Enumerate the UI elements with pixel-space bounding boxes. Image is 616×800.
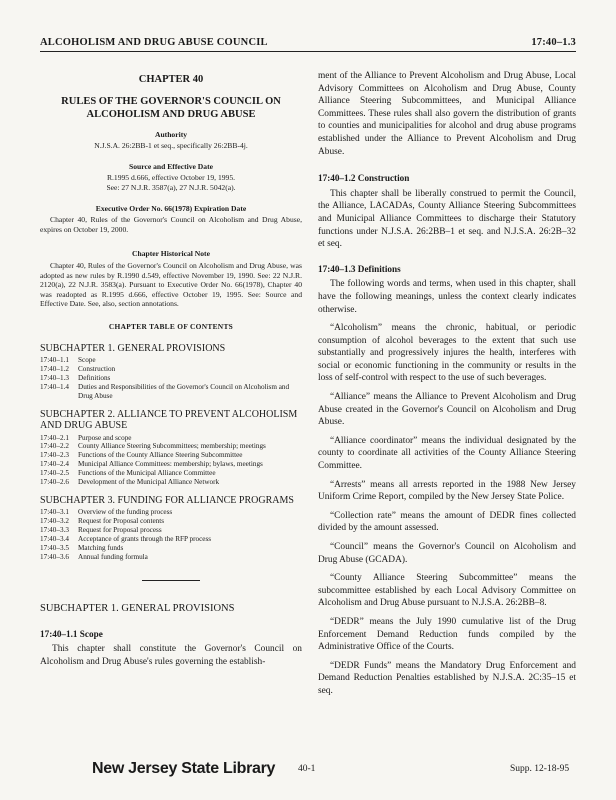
toc-title: CHAPTER TABLE OF CONTENTS xyxy=(108,321,234,331)
source-label: Source and Effective Date xyxy=(128,161,213,171)
toc-entry-number: 17:40–2.1 xyxy=(40,433,69,442)
toc-entry-number: 17:40–3.2 xyxy=(40,517,69,526)
header-section: 17:40–1.3 xyxy=(531,37,576,48)
toc-entry xyxy=(40,544,302,553)
toc-entry xyxy=(40,553,302,562)
toc-entry-title: Request for Proposal process xyxy=(78,526,162,535)
definition-paragraph: “DEDR” means the July 1990 cumulative list of the Drug Enforcement Demand Reduction funds compiled by the Administrative Office of the Courts. xyxy=(318,616,576,653)
definition-paragraph: “Council” means the Governor's Council on Alcoholism and Drug Abuse (GCADA). xyxy=(318,542,576,565)
section-1-2-text: This chapter shall be liberally construed to permit the Council, the Alliance, LACADAs, County Alliance Steering Subcommittees and Municipal Alliance Committees to discharge their Statutory functions under N.J.S.A. 26:2BB–1 et seq. and N.J.S.A. 26:2B–32 et seq. xyxy=(318,188,576,250)
toc-entry xyxy=(40,374,302,383)
toc-subchapter-heading: SUBCHAPTER 3. FUNDING FOR ALLIANCE PROGRAMS xyxy=(40,494,294,506)
exec-order-label: Executive Order No. 66(1978) Expiration Date xyxy=(95,203,247,213)
toc-entry xyxy=(40,442,302,451)
toc-entry-number: 17:40–2.2 xyxy=(40,442,69,451)
toc-entry-title: Functions of the Municipal Alliance Committee xyxy=(78,469,216,478)
toc-entry-title: Purpose and scope xyxy=(78,433,132,442)
toc-entry-number: 17:40–3.1 xyxy=(40,508,69,517)
toc-entry-title: Development of the Municipal Alliance Network xyxy=(78,478,220,487)
source-text-1: R.1995 d.666, effective October 19, 1995. xyxy=(106,173,236,183)
chapter-number: CHAPTER 40 xyxy=(138,74,204,85)
section-1-3-intro: The following words and terms, when used in this chapter, shall have the following meanings, unless the context clearly indicates otherwise. xyxy=(318,279,576,315)
chapter-title: RULES OF THE GOVERNOR'S COUNCIL ON ALCOHOLISM AND DRUG ABUSE xyxy=(61,95,281,120)
right-column xyxy=(318,70,576,704)
definition-paragraph: “Alliance” means the Alliance to Prevent Alcoholism and Drug Abuse created in the Governor's Council on Alcoholism and Drug Abuse. xyxy=(318,392,576,428)
toc-entry xyxy=(40,356,302,365)
library-stamp: New Jersey State Library xyxy=(92,760,276,777)
toc-entry-number: 17:40–1.1 xyxy=(40,356,69,364)
page-number: 40-1 xyxy=(298,764,316,774)
definition-paragraph: “Alliance coordinator” means the individual designated by the county to coordinate all activities of the County Alliance Steering Committee. xyxy=(318,435,576,472)
section-1-1-title: 17:40–1.1 Scope xyxy=(40,628,103,639)
source-text-2: See: 27 N.J.R. 3587(a), 27 N.J.R. 5042(a). xyxy=(106,182,236,192)
toc-entry xyxy=(40,451,302,460)
toc-subchapter-2 xyxy=(40,409,302,487)
section-divider xyxy=(142,580,200,581)
toc-entry-number: 17:40–2.4 xyxy=(40,460,69,469)
toc-list xyxy=(40,508,302,561)
toc-entry-number: 17:40–2.5 xyxy=(40,469,69,478)
supplement-date: Supp. 12-18-95 xyxy=(510,764,570,774)
toc-entry-number: 17:40–1.3 xyxy=(40,373,69,382)
toc-entry xyxy=(40,383,302,401)
history-label: Chapter Historical Note xyxy=(132,249,210,259)
toc-list xyxy=(40,356,302,401)
toc-entry-title: Matching funds xyxy=(78,544,124,553)
definition-paragraph: “County Alliance Steering Subcommittee” means the subcommittee established by each Local Advisory Committee on Alcoholism and Drug Abuse pursuant to N.J.S.A. 26:2BB–8. xyxy=(318,573,576,609)
toc-entry xyxy=(40,517,302,526)
toc-entry xyxy=(40,535,302,544)
toc-entry-title: Construction xyxy=(78,364,116,373)
toc-entry-title: Overview of the funding process xyxy=(78,508,173,517)
toc-entry-number: 17:40–2.6 xyxy=(40,478,69,487)
definitions-list xyxy=(318,322,576,697)
toc-list xyxy=(40,434,302,487)
toc-entry xyxy=(40,460,302,469)
toc-subchapter-heading: SUBCHAPTER 2. ALLIANCE TO PREVENT ALCOHOLISM AND DRUG ABUSE xyxy=(40,408,298,432)
toc-entry-number: 17:40–2.3 xyxy=(40,451,69,460)
section-1-2-title: 17:40–1.2 Construction xyxy=(318,173,410,184)
header-title: ALCOHOLISM AND DRUG ABUSE COUNCIL xyxy=(40,37,268,48)
toc-entry xyxy=(40,434,302,443)
toc-entry-title: Acceptance of grants through the RFP process xyxy=(78,535,212,544)
toc-entry-title: Duties and Responsibilities of the Governor's Council on Alcoholism and Drug Abuse xyxy=(78,382,290,400)
section-1-1-continued: ment of the Alliance to Prevent Alcoholism and Drug Abuse, Local Advisory Committees on Alcoholism and Drug Abuse, County Alliance Steering Subcommittees, and Municipal Alliance Committees. These rules shall also govern the distribution of grants to counties and municipalities for alcohol and drug abuse programs established under the Alliance to Prevent Alcoholism and Drug Abuse. xyxy=(318,71,576,157)
toc-entry-title: Annual funding formula xyxy=(78,553,148,561)
toc-entry-title: Functions of the County Alliance Steering Subcommittee xyxy=(78,451,243,460)
exec-order-text: Chapter 40, Rules of the Governor's Council on Alcoholism and Drug Abuse, expires on October 19, 2000. xyxy=(40,215,302,234)
toc-entry-number: 17:40–1.2 xyxy=(40,364,69,373)
definition-paragraph: “Collection rate” means the amount of DEDR fines collected divided by the amount assessed. xyxy=(318,510,576,534)
subchapter-1-heading: SUBCHAPTER 1. GENERAL PROVISIONS xyxy=(40,602,235,614)
history-text: Chapter 40, Rules of the Governor's Council on Alcoholism and Drug Abuse, was adopted as new rules by R.1990 d.549, effective November 19, 1990. See: 22 N.J.R. 2120(a), 22 N.J.R. 3583(a). Pursuant to Executive Order No. 66(1978), Chapter 40 was readopted as R.1995 d.666, effective October 19, 1995. See: Source and Effective Date. See, also, section annotations. xyxy=(40,260,302,309)
toc-entry-number: 17:40–3.6 xyxy=(40,553,69,561)
toc-entry-title: Request for Proposal contents xyxy=(78,517,165,526)
definition-paragraph: “Alcoholism” means the chronic, habitual, or periodic consumption of alcohol beverages to the extent that such use substantially and progressively injures the health, interferes with social or economic functioning in the community or results in the loss of self-control with respect to the use of such beverages. xyxy=(318,323,576,384)
toc-entry-title: County Alliance Steering Subcommittees; membership; meetings xyxy=(78,442,266,451)
toc-entry xyxy=(40,526,302,535)
toc-entry xyxy=(40,469,302,478)
toc-entry-number: 17:40–3.3 xyxy=(40,526,69,535)
toc-entry-number: 17:40–3.4 xyxy=(40,535,69,544)
toc-subchapter-heading: SUBCHAPTER 1. GENERAL PROVISIONS xyxy=(40,342,226,354)
definition-paragraph: “Arrests” means all arrests reported in the 1988 New Jersey Uniform Crime Report, compiled by the New Jersey State Police. xyxy=(318,479,576,503)
toc-entry xyxy=(40,508,302,517)
toc-subchapter-3 xyxy=(40,495,302,562)
toc-subchapter-1 xyxy=(40,343,302,401)
section-1-3-title: 17:40–1.3 Definitions xyxy=(318,263,401,274)
definition-paragraph: “DEDR Funds” means the Mandatory Drug Enforcement and Demand Reduction Penalties established by N.J.S.A. 2C:35–15 et seq. xyxy=(318,660,576,696)
toc-entry-title: Municipal Alliance Committees: membership; bylaws, meetings xyxy=(78,460,263,469)
toc-entry xyxy=(40,478,302,487)
section-1-1-text: This chapter shall constitute the Governor's Council on Alcoholism and Drug Abuse's rules governing the establish- xyxy=(40,644,302,667)
authority-label: Authority xyxy=(154,129,188,139)
toc-entry xyxy=(40,365,302,374)
toc-entry-title: Definitions xyxy=(78,373,111,382)
toc-entry-number: 17:40–3.5 xyxy=(40,544,69,553)
toc-entry-title: Scope xyxy=(78,356,96,364)
authority-text: N.J.S.A. 26:2BB-1 et seq., specifically 26:2BB-4j. xyxy=(94,141,248,151)
toc-entry-number: 17:40–1.4 xyxy=(40,382,69,391)
left-column xyxy=(40,70,302,673)
running-header xyxy=(40,37,576,52)
